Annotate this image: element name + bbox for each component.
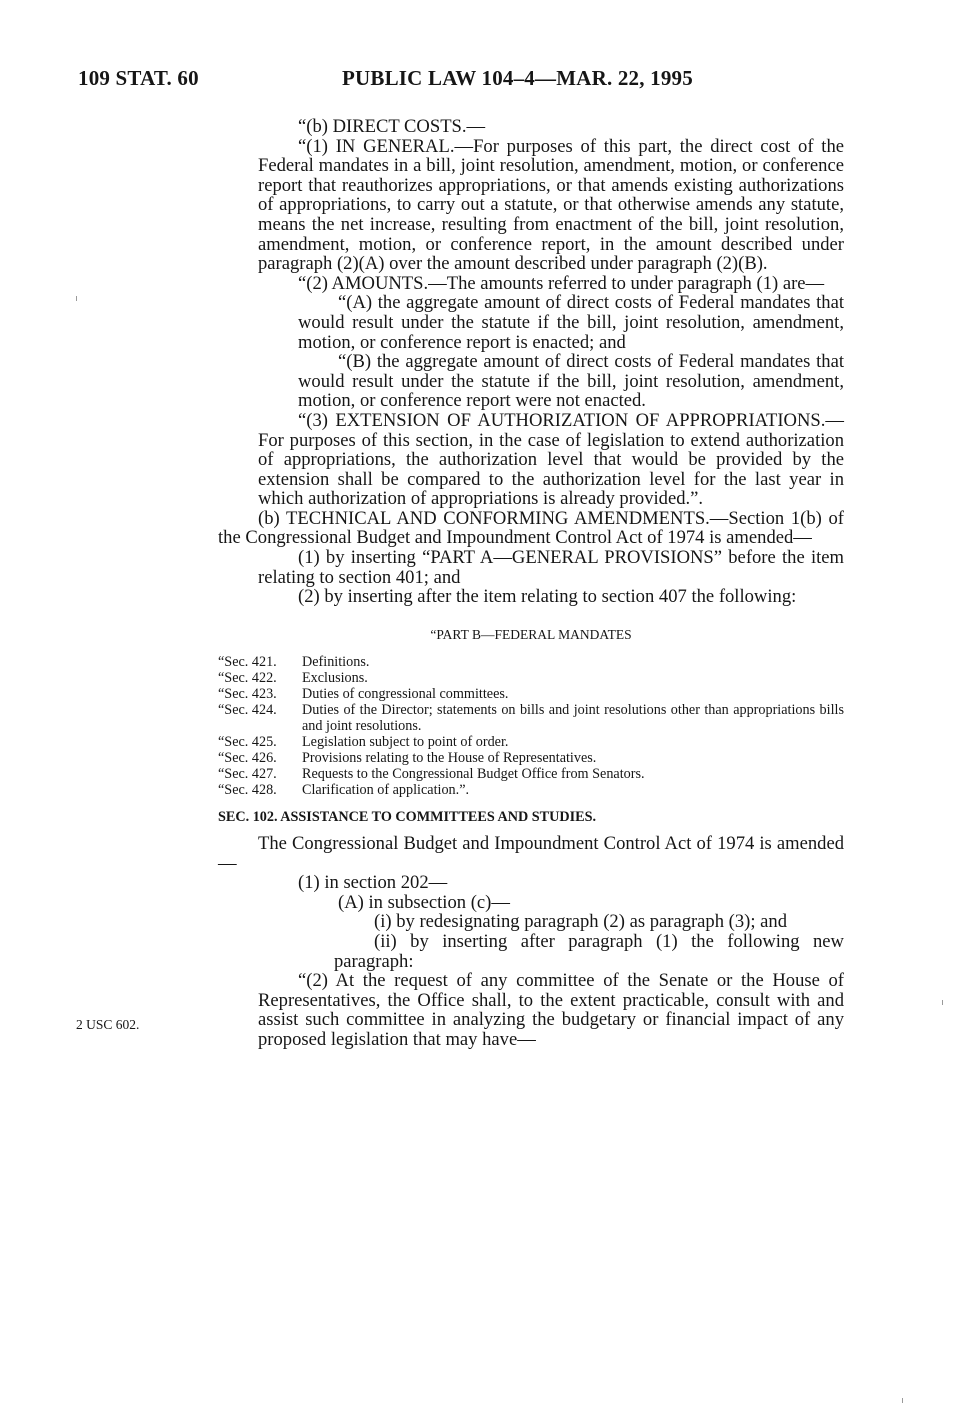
toc-section-number: “Sec. 424. (218, 702, 277, 719)
toc-section-title: Clarification of application.”. (302, 782, 470, 799)
section-102-intro: The Congressional Budget and Impoundment Control Act of 1974 is amended— (218, 833, 844, 874)
section-102-1: (1) in section 202— (298, 872, 448, 894)
scan-speck (942, 1000, 943, 1005)
toc-section-number: “Sec. 421. (218, 654, 277, 671)
toc-row (218, 686, 844, 702)
scan-speck (902, 1398, 903, 1403)
part-b-heading: “PART B—FEDERAL MANDATES (430, 626, 632, 642)
paragraph-b2: “(2) AMOUNTS.—The amounts referred to under paragraph (1) are— (298, 272, 825, 294)
toc-row (218, 670, 844, 686)
paragraph-b2-B: “(B) the aggregate amount of direct costs of Federal mandates that would result under the statute if the bill, joint resolution, amendment, motion, or conference report were not enacted. (298, 351, 844, 412)
toc-section-number: “Sec. 426. (218, 750, 277, 767)
section-102-1-A: (A) in subsection (c)— (338, 891, 510, 913)
technical-amendments-2: (2) by inserting after the item relating to section 407 the following: (298, 586, 797, 608)
toc-row (218, 782, 844, 798)
toc-section-title: Exclusions. (302, 670, 368, 687)
scan-speck (76, 296, 77, 301)
toc-section-number: “Sec. 425. (218, 734, 277, 751)
running-header: PUBLIC LAW 104–4—MAR. 22, 1995 (342, 66, 693, 90)
technical-amendments: (b) TECHNICAL AND CONFORMING AMENDMENTS.—Section 1(b) of the Congressional Budget and Impoundment Control Act of 1974 is amended— (218, 507, 844, 549)
toc-row (218, 734, 844, 750)
toc-section-title: Duties of congressional committees. (302, 686, 509, 703)
section-102-1-A-ii: (ii) by inserting after paragraph (1) the following new paragraph: (334, 931, 844, 972)
toc-section-number: “Sec. 422. (218, 670, 277, 687)
page-number-header: 109 STAT. 60 (78, 66, 199, 90)
toc-section-number: “Sec. 427. (218, 766, 277, 783)
toc-section-title: Requests to the Congressional Budget Office from Senators. (302, 766, 645, 783)
toc-row (218, 702, 844, 734)
paragraph-b3: “(3) EXTENSION OF AUTHORIZATION OF APPROPRIATIONS.—For purposes of this section, in the case of legislation to extend authorization of appropriations, the authorization level that would be provided by the extension shall be compared to the authorization level for the last year in which authorization of appropriations is already provided.”. (258, 409, 844, 510)
toc-section-title: Provisions relating to the House of Representatives. (302, 750, 597, 767)
body-text (218, 117, 844, 1050)
quoted-paragraph-2: “(2) At the request of any committee of the Senate or the House of Representatives, the Office shall, to the extent practicable, consult with and assist such committee in analyzing the budgetary or financial impact of any proposed legislation that may have— (258, 970, 844, 1050)
toc-row (218, 766, 844, 782)
paragraph-b2-A: “(A) the aggregate amount of direct costs of Federal mandates that would result under the statute if the bill, joint resolution, amendment, motion, or conference report is enacted; and (298, 292, 844, 353)
toc-section-number: “Sec. 423. (218, 686, 277, 703)
toc-row (218, 750, 844, 766)
toc-row (218, 654, 844, 670)
toc-section-title: Duties of the Director; statements on bills and joint resolutions other than appropriations bills and joint resolutions. (302, 702, 844, 735)
toc-section-title: Legislation subject to point of order. (302, 734, 509, 751)
paragraph-b1: “(1) IN GENERAL.—For purposes of this part, the direct cost of the Federal mandates in a bill, joint resolution, amendment, motion, or conference report that reauthorizes appropriations, or that amends existing authorizations of appropriations, to carry out a statute, or that otherwise amends any statute, means the net increase, resulting from enactment of the bill, joint resolution, amendment, motion, or conference report, in the amount described under paragraph (2)(A) over the amount described under paragraph (2)(B). (258, 135, 844, 275)
table-of-contents (218, 654, 844, 798)
technical-amendments-1: (1) by inserting “PART A—GENERAL PROVISIONS” before the item relating to section 401; and (258, 547, 844, 588)
section-102-1-A-i: (i) by redesignating paragraph (2) as paragraph (3); and (374, 911, 788, 933)
subsection-b-heading: “(b) DIRECT COSTS.— (298, 116, 486, 137)
toc-section-title: Definitions. (302, 654, 370, 671)
margin-citation: 2 USC 602. (76, 1017, 140, 1032)
section-102-heading: SEC. 102. ASSISTANCE TO COMMITTEES AND STUDIES. (218, 809, 597, 826)
toc-section-number: “Sec. 428. (218, 782, 277, 799)
